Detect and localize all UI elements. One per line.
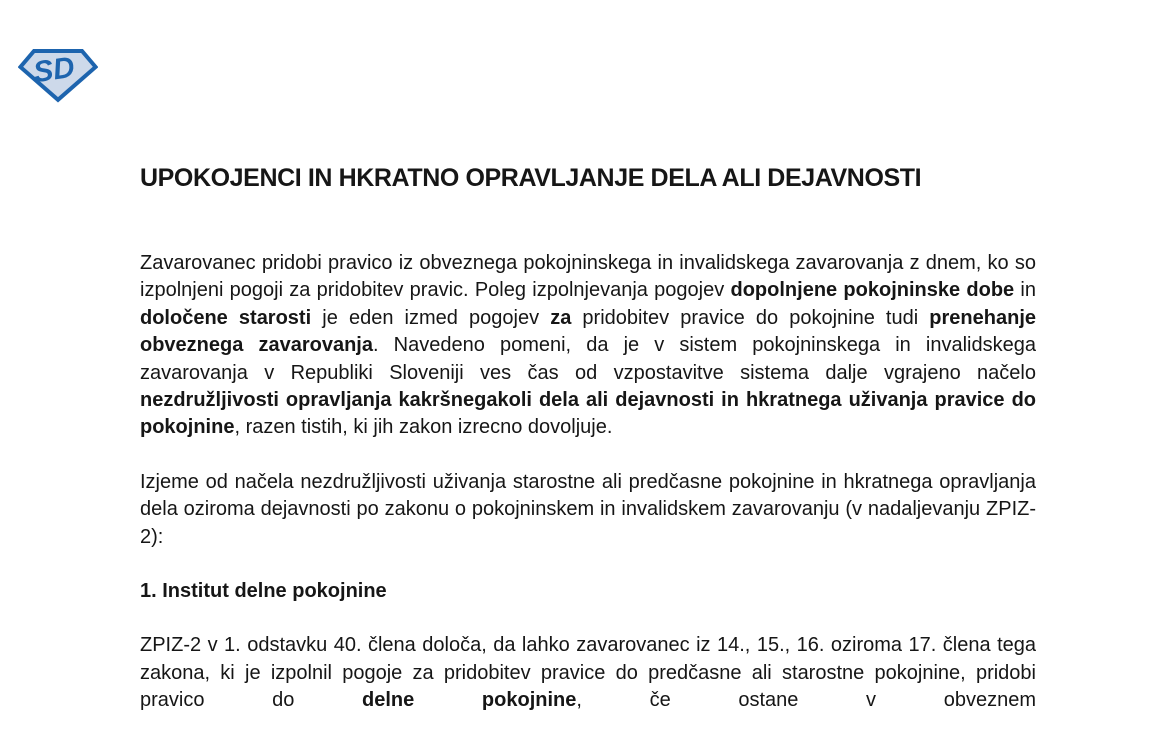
bold-text-run: določene starosti [140, 306, 312, 329]
text-run: pridobitev pravice do pokojnine tudi [571, 306, 930, 329]
bold-text-run: prenehanje obveznega zavarovanja [140, 306, 1036, 357]
text-run: Zavarovanec pridobi pravico iz obveznega pokojninskega in invalidskega zavarovanja z dnem, ko so izpolnjeni pogoji za pridobitev pravic. Poleg izpolnjevanja pogojev [140, 252, 1036, 302]
text-run: je eden izmed pogojev [311, 306, 551, 329]
text-run: , če ostane v obveznem [576, 689, 1036, 712]
bold-text-run: nezdružljivosti opravljanja kakršnegakoli dela ali dejavnosti in hkratnega uživanja pravice do pokojnine [140, 389, 1036, 439]
logo-letters [31, 51, 76, 89]
company-logo [18, 46, 98, 104]
bold-text-run: za [550, 306, 572, 329]
body-paragraph [140, 250, 1036, 442]
bold-text-run: 1. Institut delne pokojnine [140, 580, 387, 603]
logo-letters-text: SD [31, 50, 77, 90]
body-paragraph [140, 632, 1036, 714]
document-body [140, 164, 1036, 742]
text-run: in [1014, 279, 1036, 302]
sd-shield-logo-icon [18, 46, 98, 104]
text-run: . Navedeno pomeni, da je v sistem pokojninskega in invalidskega zavarovanja v Republiki Sloveniji ves čas od vzpostavitve sistema dalje vgrajeno načelo [140, 334, 1036, 384]
text-run: ZPIZ-2 v 1. odstavku 40. člena določa, da lahko zavarovanec iz 14., 15., 16. oziroma 17. člena tega zakona, ki je izpolnil pogoje za pridobitev pravice do predčasne ali starostne pokojnine, pridobi pravico do [140, 634, 1036, 712]
bold-text-run: delne pokojnine [362, 689, 577, 712]
text-run: Izjeme od načela nezdružljivosti uživanja starostne ali predčasne pokojnine in hkratnega opravljanja dela oziroma dejavnosti po zakonu o pokojninskem in invalidskem zavarovanju (v nadaljevanju ZPIZ-2): [140, 470, 1036, 548]
body-paragraph [140, 469, 1036, 551]
section-heading [140, 578, 1036, 605]
bold-text-run: dopolnjene pokojninske dobe [730, 279, 1015, 302]
page-title: UPOKOJENCI IN HKRATNO OPRAVLJANJE DELA ALI DEJAVNOSTI [140, 164, 922, 192]
text-run: , razen tistih, ki jih zakon izrecno dovoljuje. [234, 416, 613, 439]
